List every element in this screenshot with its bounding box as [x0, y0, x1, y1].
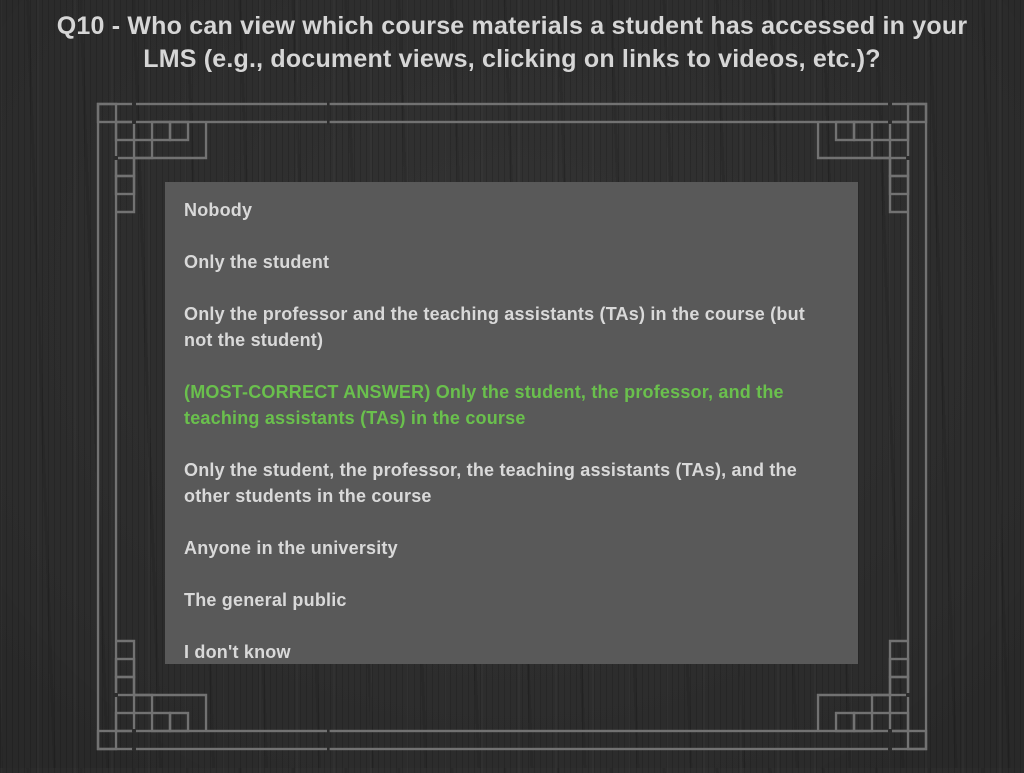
answer-option-3: Only the professor and the teaching assistants (TAs) in the course (but not the student) — [184, 304, 805, 350]
answer-option-2: Only the student — [184, 252, 330, 272]
answer-option-5: Only the student, the professor, the teaching assistants (TAs), and the other students in the course — [184, 460, 797, 506]
answer-option-1: Nobody — [184, 200, 253, 220]
answers-panel — [165, 182, 858, 664]
answer-option-6: Anyone in the university — [184, 538, 398, 558]
answer-option-7: The general public — [184, 590, 347, 610]
answer-option-4: (MOST-CORRECT ANSWER) Only the student, the professor, and the teaching assistants (TAs) in the course — [184, 382, 784, 428]
question-title: Q10 - Who can view which course materials a student has accessed in your LMS (e.g., document views, clicking on links to videos, etc.)? — [56, 12, 968, 73]
answer-option-8: I don't know — [184, 642, 291, 662]
